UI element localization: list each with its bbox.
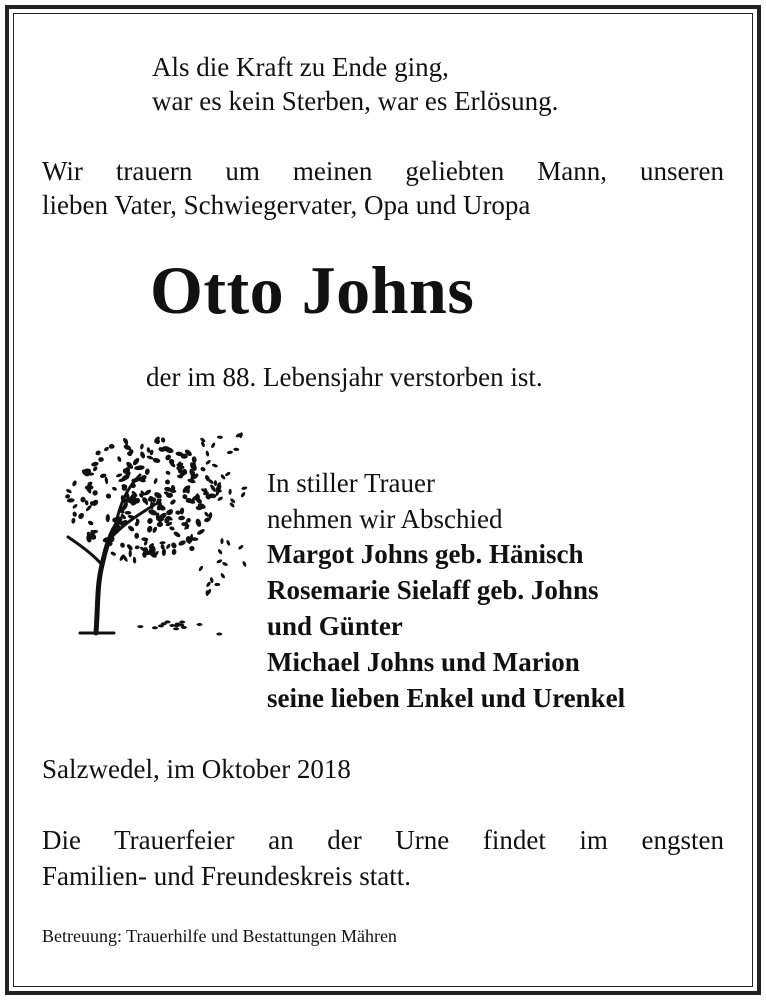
verse-line-2: war es kein Sterben, war es Erlösung. <box>152 86 559 116</box>
mourner-1: Margot Johns geb. Hänisch <box>267 539 584 569</box>
ceremony-line-1: Die Trauerfeier an der Urne findet im engsten <box>42 825 724 855</box>
mourner-2: Rosemarie Sielaff geb. Johns <box>267 575 599 605</box>
mourners-intro-2: nehmen wir Abschied <box>267 504 503 534</box>
deceased-name: Otto Johns <box>150 252 475 328</box>
mourner-3: und Günter <box>267 611 403 641</box>
ceremony-line-2: Familien- und Freundeskreis statt. <box>42 861 411 891</box>
age-line: der im 88. Lebensjahr verstorben ist. <box>146 362 543 392</box>
care-note: Betreuung: Trauerhilfe und Bestattungen Mähren <box>42 926 397 946</box>
mourners-intro-1: In stiller Trauer <box>267 468 435 498</box>
ceremony-text <box>42 823 724 857</box>
intro-line-1: Wir trauern um meinen geliebten Mann, unseren <box>42 156 724 186</box>
mourner-5: seine lieben Enkel und Urenkel <box>267 683 626 713</box>
mourner-4: Michael Johns und Marion <box>267 647 580 677</box>
intro-text <box>42 154 724 188</box>
verse-line-1: Als die Kraft zu Ende ging, <box>152 52 449 82</box>
place-date: Salzwedel, im Oktober 2018 <box>42 754 351 784</box>
intro-line-2: lieben Vater, Schwiegervater, Opa und Uropa <box>42 190 531 220</box>
tree-icon <box>50 415 250 640</box>
